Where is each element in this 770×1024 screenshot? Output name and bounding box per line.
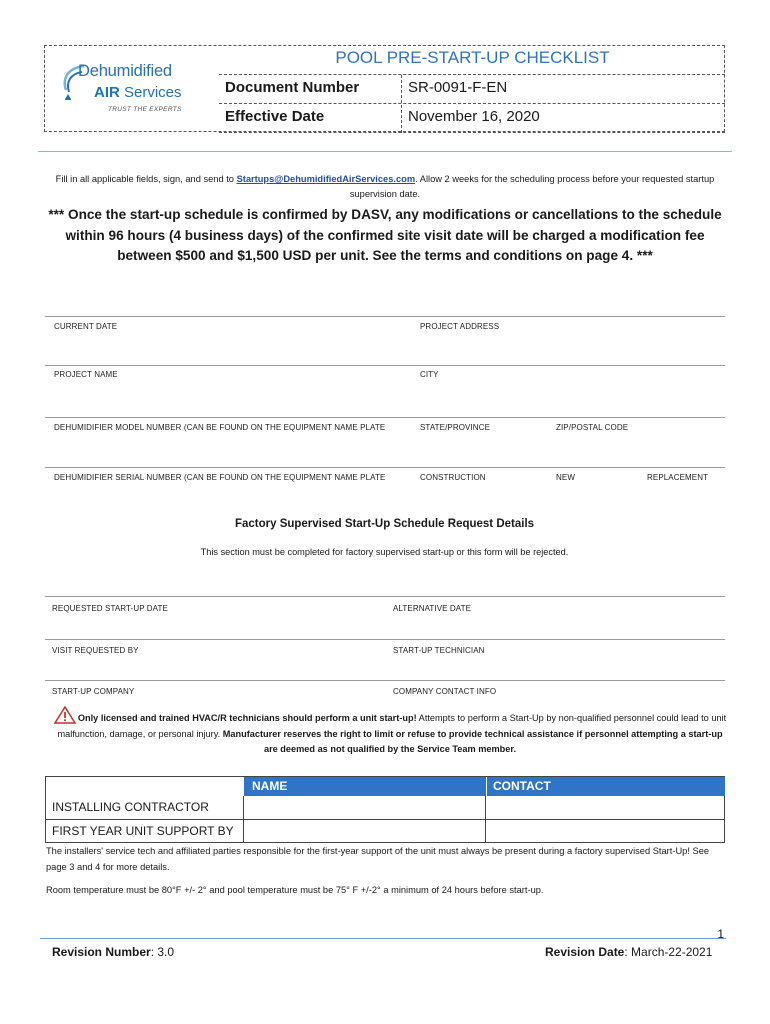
project-address-field[interactable]: PROJECT ADDRESS: [420, 322, 500, 331]
effective-date-label: Effective Date: [225, 108, 325, 125]
model-number-field[interactable]: DEHUMIDIFIER MODEL NUMBER (CAN BE FOUND ON THE EQUIPMENT NAME PLATE: [54, 423, 386, 432]
caution-text: Attempts to perform a Start-Up by non-qualified personnel could lead to unit malfunction, damage, or personal injury.: [57, 713, 727, 739]
field-divider: [45, 596, 725, 597]
state-province-field[interactable]: STATE/PROVINCE: [420, 423, 491, 432]
zip-code-field[interactable]: ZIP/POSTAL CODE: [556, 423, 629, 432]
company-contact-field[interactable]: COMPANY CONTACT INFO: [393, 687, 497, 696]
table-row-label: FIRST YEAR UNIT SUPPORT BY: [46, 820, 244, 842]
modification-fee-warning: *** Once the start-up schedule is confirmed by DASV, any modifications or cancellations to the schedule within 96 hours (4 business days) of the confirmed site visit date will be charged a modification fee between $500 and $1,500 USD per unit. See the terms and conditions on page 4. ***: [48, 207, 722, 263]
effective-date-value: November 16, 2020: [408, 108, 540, 125]
revision-number: Revision Number: 3.0: [52, 945, 175, 959]
contact-table: [45, 776, 725, 843]
city-field[interactable]: CITY: [420, 370, 439, 379]
startup-technician-field[interactable]: START-UP TECHNICIAN: [393, 646, 485, 655]
requested-startup-date-field[interactable]: REQUESTED START-UP DATE: [52, 604, 168, 613]
header-rule: [38, 151, 732, 152]
warning-triangle-icon: [54, 706, 76, 724]
intro-before: Fill in all applicable fields, sign, and send to: [55, 174, 237, 184]
intro-after: . Allow 2 weeks for the scheduling process before your requested startup supervision date.: [349, 174, 715, 199]
table-row-label: INSTALLING CONTRACTOR: [46, 796, 244, 820]
startup-company-field[interactable]: START-UP COMPANY: [52, 687, 135, 696]
technician-caution: [50, 706, 730, 758]
schedule-section-title: Factory Supervised Start-Up Schedule Request Details: [234, 518, 535, 530]
doc-number-value: SR-0091-F-EN: [408, 79, 508, 96]
logo-text-line2: AIR Services: [94, 84, 182, 101]
field-divider: [45, 365, 725, 366]
logo-tagline: TRUST THE EXPERTS: [108, 106, 182, 113]
email-link[interactable]: Startups@DehumidifiedAirServices.com: [236, 174, 416, 184]
company-logo: [56, 52, 216, 126]
replacement-option[interactable]: REPLACEMENT: [647, 473, 709, 482]
schedule-section-note: This section must be completed for factory supervised start-up or this form will be rejected.: [200, 547, 569, 557]
effective-date-row: [219, 104, 725, 133]
first-year-support-contact-cell[interactable]: [486, 820, 724, 842]
visit-requested-by-field[interactable]: VISIT REQUESTED BY: [52, 646, 139, 655]
table-header-contact: CONTACT: [486, 777, 725, 796]
current-date-field[interactable]: CURRENT DATE: [54, 322, 118, 331]
caution-bold-1: Only licensed and trained HVAC/R technicians should perform a unit start-up!: [77, 713, 417, 723]
doc-number-row: [219, 75, 725, 104]
first-year-support-name-cell[interactable]: [244, 820, 486, 842]
support-note: The installers' service tech and affiliated parties responsible for the first-year support of the unit must always be present during a factory supervised Start-Up! See page 3 and 4 for more details.: [46, 846, 710, 872]
footer-rule: [40, 938, 726, 939]
temperature-note: Room temperature must be 80°F +/- 2° and pool temperature must be 75° F +/-2° a minimum of 24 hours before start-up.: [46, 885, 544, 895]
installing-contractor-contact-cell[interactable]: [486, 796, 724, 820]
revision-date: Revision Date: March-22-2021: [545, 945, 713, 959]
header-info-grid: [219, 74, 725, 133]
field-divider: [45, 316, 725, 317]
installing-contractor-name-cell[interactable]: [244, 796, 486, 820]
project-name-field[interactable]: PROJECT NAME: [54, 370, 118, 379]
logo-text-line1: Dehumidified: [78, 62, 172, 80]
construction-label: CONSTRUCTION: [420, 473, 486, 482]
field-divider: [45, 680, 725, 681]
alternative-date-field[interactable]: ALTERNATIVE DATE: [393, 604, 472, 613]
field-divider: [45, 417, 725, 418]
header-divider: [401, 75, 402, 133]
field-divider: [45, 467, 725, 468]
new-option[interactable]: NEW: [556, 473, 575, 482]
serial-number-field[interactable]: DEHUMIDIFIER SERIAL NUMBER (CAN BE FOUND ON THE EQUIPMENT NAME PLATE: [54, 473, 386, 482]
page-number: 1: [717, 927, 724, 941]
field-divider: [45, 639, 725, 640]
document-title: POOL PRE-START-UP CHECKLIST: [335, 48, 610, 67]
caution-bold-2: Manufacturer reserves the right to limit or refuse to provide technical assistance if personnel attempting a start-up are deemed as not qualified by the Service Team member.: [222, 728, 723, 754]
table-header-name: NAME: [244, 777, 486, 796]
intro-text: [50, 172, 720, 202]
doc-number-label: Document Number: [225, 79, 360, 96]
